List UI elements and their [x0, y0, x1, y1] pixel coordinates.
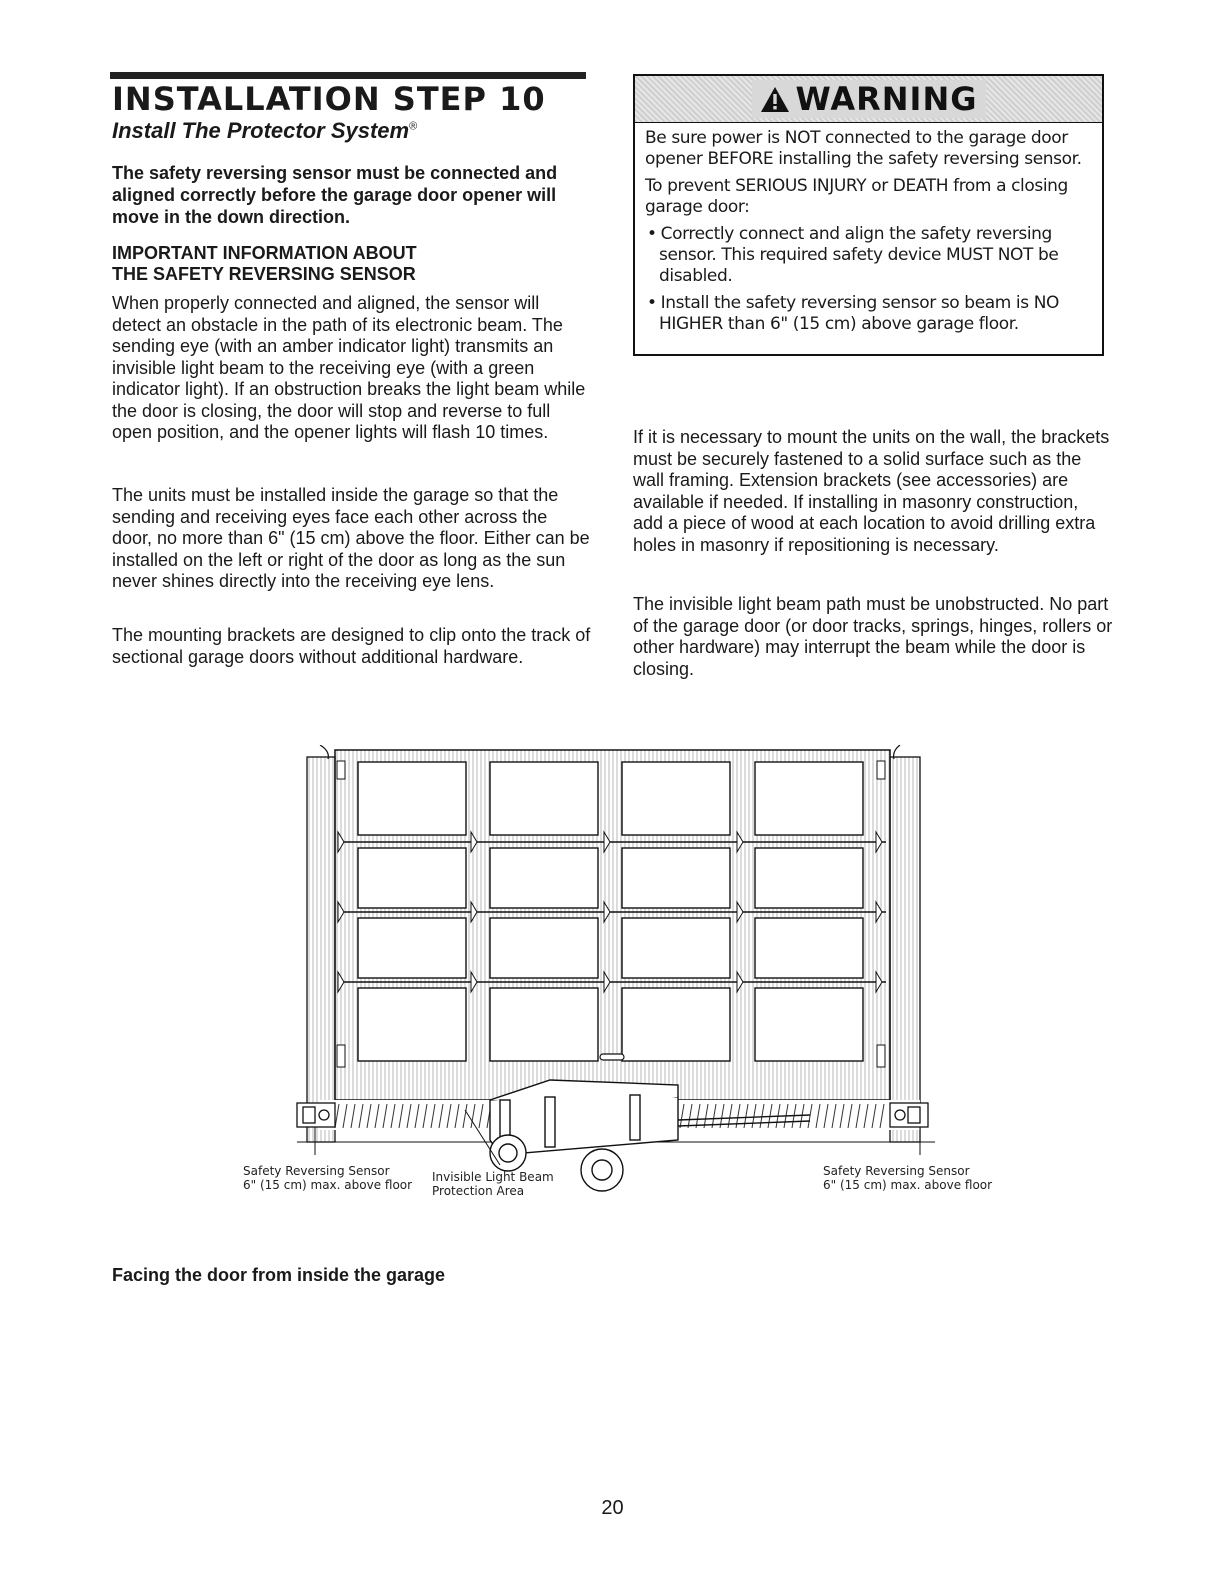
- beam-caption-line2: Protection Area: [432, 1184, 525, 1198]
- warning-bullet-list: [645, 224, 1092, 335]
- left-paragraph-1: When properly connected and aligned, the sensor will detect an obstacle in the path of its electronic beam. The sending eye (with an amber indicator light) transmits an invisible light beam to the receiving eye (with a green indicator light). If an obstruction breaks the light beam while the door is closing, the door will stop and reverse to full open position, and the opener lights will flash 10 times.: [112, 293, 586, 442]
- figure-caption: Facing the door from inside the garage: [112, 1265, 446, 1285]
- warning-paragraph-1: Be sure power is NOT connected to the garage door opener BEFORE installing the safety reversing sensor.: [645, 128, 1082, 169]
- warning-header: [635, 76, 1102, 123]
- info-heading-line2: THE SAFETY REVERSING SENSOR: [112, 264, 416, 284]
- left-paragraph-2: The units must be installed inside the garage so that the sending and receiving eyes face each other across the door, no more than 6" (15 cm) above the floor. Either can be installed on the left or right of the door as long as the sun never shines directly into the receiving eye lens.: [112, 485, 590, 591]
- beam-caption-line1: Invisible Light Beam: [432, 1170, 554, 1184]
- warning-triangle-icon: [760, 86, 790, 113]
- left-paragraph-3: The mounting brackets are designed to clip onto the track of sectional garage doors without additional hardware.: [112, 625, 591, 667]
- warning-body: [645, 128, 1092, 341]
- registered-mark: ®: [409, 120, 418, 133]
- left-door-jamb: [307, 745, 335, 1142]
- beam-caption: [432, 1170, 554, 1198]
- warning-bullet-2: • Install the safety reversing sensor so beam is NO HIGHER than 6" (15 cm) above garage floor.: [645, 293, 1092, 335]
- garage-door-illustration: [200, 745, 993, 1215]
- right-paragraph-1: If it is necessary to mount the units on the wall, the brackets must be securely fastened to a solid surface such as the wall framing. Extension brackets (see accessories) are available if needed. If installing in masonry construction, add a piece of wood at each location to avoid drilling extra holes in masonry if repositioning is necessary.: [633, 427, 1110, 555]
- info-heading: [112, 243, 582, 285]
- warning-label: WARNING: [795, 80, 978, 118]
- warning-box: [633, 74, 1104, 356]
- right-sensor-caption-line2: 6" (15 cm) max. above floor: [823, 1178, 993, 1192]
- right-sensor-caption-line1: Safety Reversing Sensor: [823, 1164, 970, 1178]
- right-sensor-caption: [823, 1164, 992, 1192]
- warning-label-wrap: [752, 80, 986, 118]
- step-subtitle-text: Install The Protector System: [112, 118, 410, 143]
- left-sensor-caption-line1: Safety Reversing Sensor: [243, 1164, 390, 1178]
- step-subtitle: [112, 118, 417, 144]
- right-safety-sensor: [890, 1103, 928, 1127]
- warning-bullet-1: • Correctly connect and align the safety reversing sensor. This required safety device MUST NOT be disabled.: [645, 224, 1092, 287]
- intro-statement: The safety reversing sensor must be connected and aligned correctly before the garage door opener will move in the down direction.: [112, 163, 558, 227]
- left-sensor-caption-line2: 6" (15 cm) max. above floor: [243, 1178, 413, 1192]
- title-rule: [110, 72, 586, 79]
- door-handle: [600, 1054, 624, 1060]
- info-heading-line1: IMPORTANT INFORMATION ABOUT: [112, 243, 417, 263]
- right-door-jamb: [890, 745, 920, 1142]
- right-paragraph-2: The invisible light beam path must be unobstructed. No part of the garage door (or door tracks, springs, hinges, rollers or other hardware) may interrupt the beam while the door is closing.: [633, 594, 1113, 679]
- left-sensor-caption: [243, 1164, 412, 1192]
- page-number: 20: [601, 1497, 624, 1519]
- left-safety-sensor: [297, 1103, 335, 1127]
- step-title: INSTALLATION STEP 10: [112, 80, 546, 118]
- warning-paragraph-2: To prevent SERIOUS INJURY or DEATH from a closing garage door:: [645, 176, 1068, 217]
